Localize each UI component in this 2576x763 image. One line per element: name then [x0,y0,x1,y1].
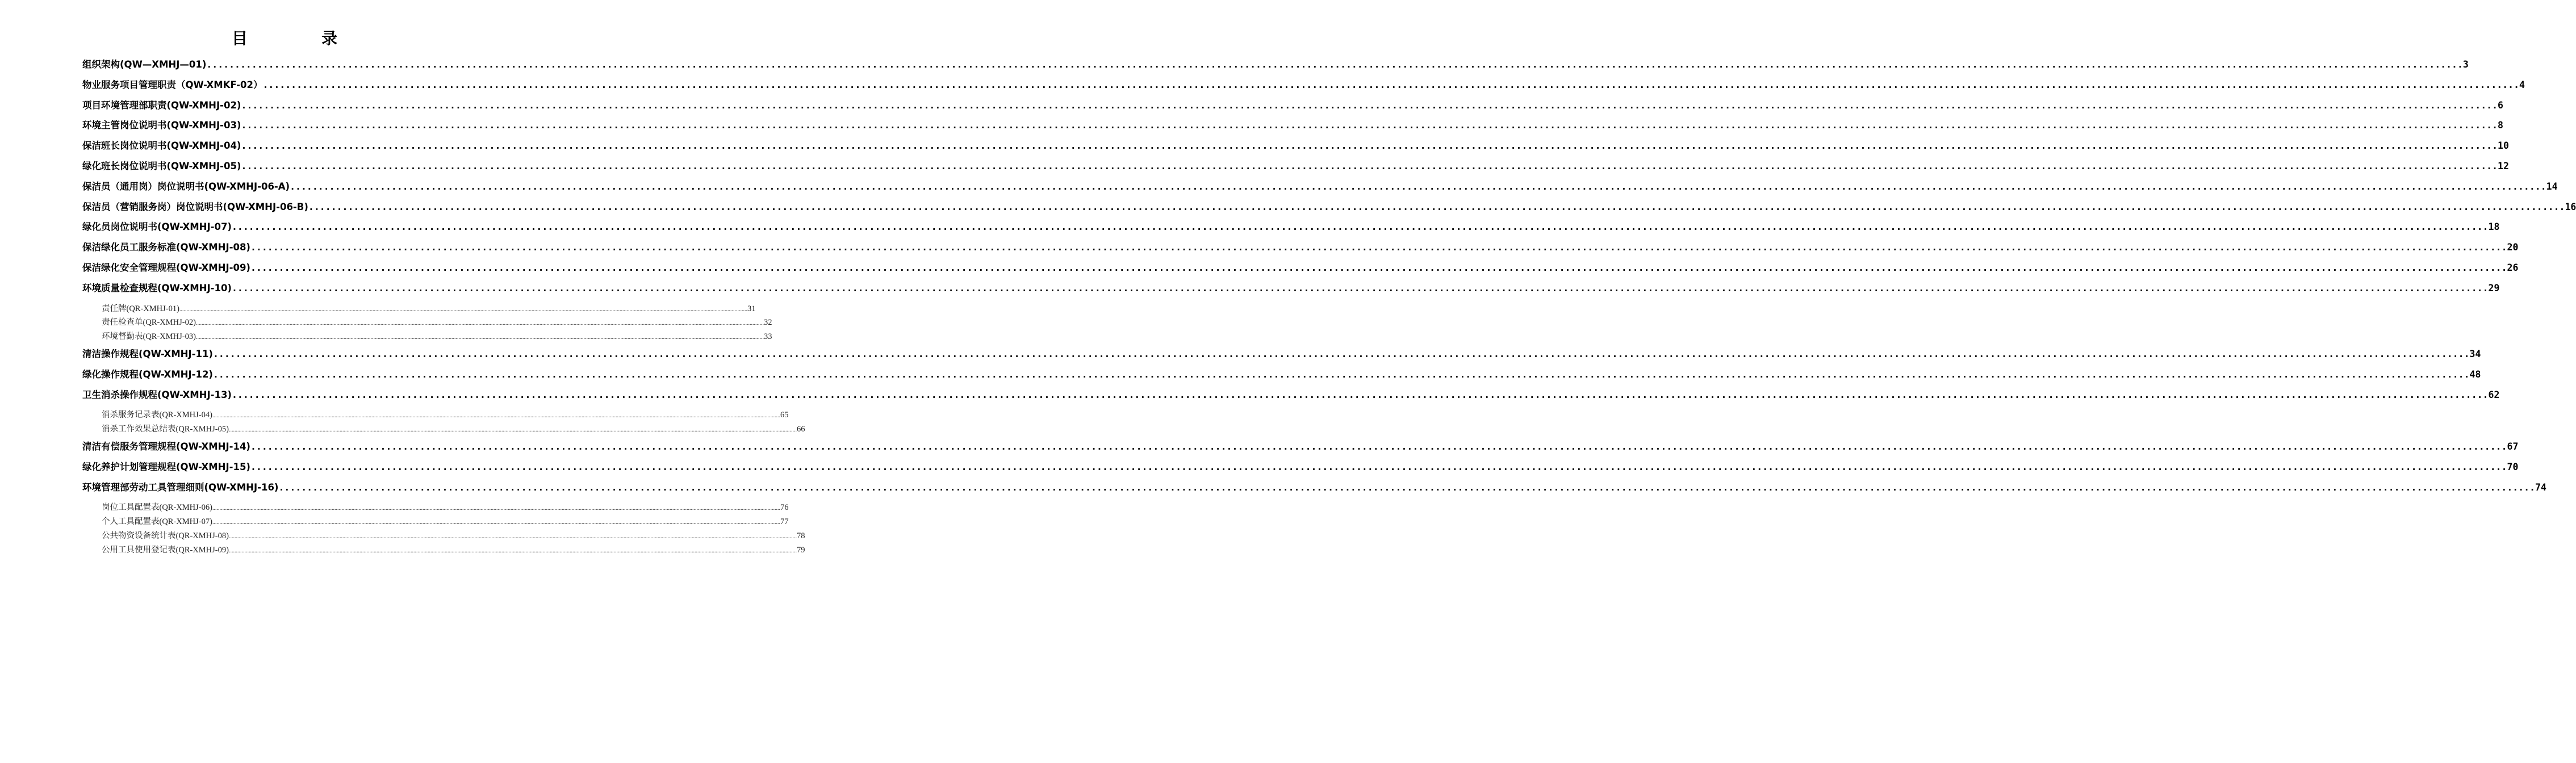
toc-entry[interactable] [82,136,2509,156]
toc-leader-dots: ................................................................................................................................................................................................................................................................................................................................................................................................................ [308,201,2565,212]
toc-page-number: 74 [2535,481,2546,493]
toc-page-number: 79 [796,545,805,555]
toc-entry-label: 岗位工具配置表(QR-XMHJ-06) [102,503,212,513]
toc-leader-dots: ................................................................................................................................................................................................................................................................................................................................................................................................................ [241,120,2498,131]
toc-subentry[interactable] [82,422,805,437]
toc-leader-dots: ................................................................................................................................................................................................................................................................................................................................................................................................................ [290,181,2546,192]
toc-entry[interactable] [82,364,2481,385]
toc-entry[interactable] [82,457,2519,477]
toc-subentry[interactable] [82,515,789,529]
toc-page-number: 12 [2498,160,2509,171]
toc-subentry[interactable] [82,330,772,344]
toc-leader-dots: ................................................................................................................................................................................................................................................................................................................................................................................................................ [241,160,2498,171]
toc-page-number: 34 [2469,348,2481,359]
toc-leader-dots: ................................................................................................................................................................................................................................................................................................................................................................................................................ [179,306,747,313]
toc-entry[interactable] [82,75,2525,95]
toc-leader-dots: ................................................................................................................................................................................................................................................................................................................................................................................................................ [195,334,764,341]
toc-leader-dots: ................................................................................................................................................................................................................................................................................................................................................................................................................ [228,427,797,434]
toc-leader-dots: ................................................................................................................................................................................................................................................................................................................................................................................................................ [231,282,2489,294]
toc-entry-label: 环境督勤表(QR-XMHJ-03) [102,332,196,342]
toc-entry-label: 环境管理部劳动工具管理细则(QW-XMHJ-16) [82,481,279,493]
toc-leader-dots: ................................................................................................................................................................................................................................................................................................................................................................................................................ [212,348,2470,359]
toc-entry-label: 物业服务项目管理职责（QW-XMKF-02） [82,79,263,90]
toc-page-number: 18 [2488,221,2500,233]
toc-entry-label: 环境主管岗位说明书(QW-XMHJ-03) [82,120,241,131]
toc-entry-label: 公用工具使用登记表(QR-XMHJ-09) [102,545,229,555]
table-of-contents [82,54,2576,557]
toc-leader-dots: ................................................................................................................................................................................................................................................................................................................................................................................................................ [241,99,2498,111]
toc-leader-dots: ................................................................................................................................................................................................................................................................................................................................................................................................................ [278,481,2536,493]
page-title-char-2: 录 [321,29,338,48]
toc-entry-label: 责任检查单(QR-XMHJ-02) [102,318,196,328]
toc-entry-label: 个人工具配置表(QR-XMHJ-07) [102,517,212,527]
toc-page-number: 3 [2462,59,2469,70]
toc-entry[interactable] [82,437,2519,457]
toc-entry-label: 保洁绿化员工服务标准(QW-XMHJ-08) [82,242,250,253]
toc-leader-dots: ................................................................................................................................................................................................................................................................................................................................................................................................................ [231,389,2489,400]
toc-leader-dots: ................................................................................................................................................................................................................................................................................................................................................................................................................ [212,505,780,512]
toc-entry-label: 卫生消杀操作规程(QW-XMHJ-13) [82,389,232,400]
toc-entry-label: 清洁有偿服务管理规程(QW-XMHJ-14) [82,441,250,452]
toc-entry-label: 环境质量检查规程(QW-XMHJ-10) [82,282,232,294]
toc-entry[interactable] [82,197,2576,217]
toc-leader-dots: ................................................................................................................................................................................................................................................................................................................................................................................................................ [250,461,2507,472]
toc-page-number: 20 [2507,242,2519,253]
toc-leader-dots: ................................................................................................................................................................................................................................................................................................................................................................................................................ [212,519,780,526]
toc-page-number: 76 [780,503,789,513]
toc-entry[interactable] [82,258,2519,278]
toc-leader-dots: ................................................................................................................................................................................................................................................................................................................................................................................................................ [195,320,764,327]
toc-entry[interactable] [82,278,2500,299]
toc-leader-dots: ................................................................................................................................................................................................................................................................................................................................................................................................................ [228,533,797,540]
toc-leader-dots: ................................................................................................................................................................................................................................................................................................................................................................................................................ [250,441,2507,452]
toc-page-number: 67 [2507,441,2519,452]
toc-page-number: 8 [2498,120,2503,131]
toc-page-number: 62 [2488,389,2500,400]
toc-leader-dots: ................................................................................................................................................................................................................................................................................................................................................................................................................ [250,242,2507,253]
toc-entry[interactable] [82,156,2509,177]
toc-page-number: 77 [780,517,789,527]
toc-page-number: 26 [2507,262,2519,273]
toc-entry-label: 保洁员（通用岗）岗位说明书(QW-XMHJ-06-A) [82,181,290,192]
toc-entry[interactable] [82,115,2503,136]
toc-entry[interactable] [82,95,2503,116]
toc-page-number: 65 [780,410,789,420]
toc-entry[interactable] [82,385,2500,405]
toc-entry-label: 绿化班长岗位说明书(QW-XMHJ-05) [82,160,241,171]
toc-entry-label: 项目环境管理部职责(QW-XMHJ-02) [82,99,241,111]
toc-entry[interactable] [82,344,2481,364]
toc-entry-label: 消杀工作效果总结表(QR-XMHJ-05) [102,425,229,434]
toc-leader-dots: ................................................................................................................................................................................................................................................................................................................................................................................................................ [206,59,2463,70]
toc-leader-dots: ................................................................................................................................................................................................................................................................................................................................................................................................................ [231,221,2489,233]
toc-entry-label: 保洁员（营销服务岗）岗位说明书(QW-XMHJ-06-B) [82,201,308,212]
page-title [0,28,540,51]
toc-subentry[interactable] [82,316,772,330]
toc-subentry[interactable] [82,302,756,316]
toc-entry-label: 消杀服务记录表(QR-XMHJ-04) [102,410,212,420]
toc-entry-label: 保洁绿化安全管理规程(QW-XMHJ-09) [82,262,250,273]
toc-entry[interactable] [82,477,2546,498]
toc-leader-dots: ................................................................................................................................................................................................................................................................................................................................................................................................................ [212,413,780,420]
toc-entry-label: 责任牌(QR-XMHJ-01) [102,304,179,313]
toc-page-number: 66 [796,425,805,434]
toc-subentry[interactable] [82,543,805,557]
toc-leader-dots: ................................................................................................................................................................................................................................................................................................................................................................................................................ [212,368,2470,380]
toc-subentry[interactable] [82,529,805,543]
toc-page-number: 78 [796,531,805,540]
page-title-char-1: 目 [232,29,248,48]
toc-entry-label: 绿化操作规程(QW-XMHJ-12) [82,368,213,380]
toc-entry-label: 绿化养护计划管理规程(QW-XMHJ-15) [82,461,250,472]
toc-page-number: 32 [763,318,772,328]
toc-page-number: 29 [2488,282,2500,294]
toc-entry[interactable] [82,237,2519,258]
toc-page-number: 4 [2519,79,2525,90]
toc-entry[interactable] [82,217,2500,237]
toc-leader-dots: ................................................................................................................................................................................................................................................................................................................................................................................................................ [241,140,2498,152]
toc-entry-label: 组织架构(QW—XMHJ—01) [82,59,207,70]
toc-entry-label: 保洁班长岗位说明书(QW-XMHJ-04) [82,140,241,152]
toc-subentry[interactable] [82,501,789,515]
toc-entry[interactable] [82,54,2469,75]
toc-page-number: 10 [2498,140,2509,152]
toc-entry[interactable] [82,177,2558,197]
toc-subentry[interactable] [82,408,789,422]
toc-page-number: 14 [2546,181,2558,192]
toc-page-number: 6 [2498,99,2503,111]
toc-page-number: 31 [747,304,756,313]
toc-page-number: 70 [2507,461,2519,472]
toc-page-number: 16 [2565,201,2576,212]
toc-leader-dots: ................................................................................................................................................................................................................................................................................................................................................................................................................ [250,262,2507,273]
toc-leader-dots: ................................................................................................................................................................................................................................................................................................................................................................................................................ [228,547,797,554]
toc-entry-label: 绿化员岗位说明书(QW-XMHJ-07) [82,221,232,233]
toc-page-number: 33 [763,332,772,342]
toc-entry-label: 公共物资设备统计表(QR-XMHJ-08) [102,531,229,540]
toc-leader-dots: ................................................................................................................................................................................................................................................................................................................................................................................................................ [262,79,2520,90]
toc-entry-label: 清洁操作规程(QW-XMHJ-11) [82,348,213,359]
toc-page-number: 48 [2469,368,2481,380]
